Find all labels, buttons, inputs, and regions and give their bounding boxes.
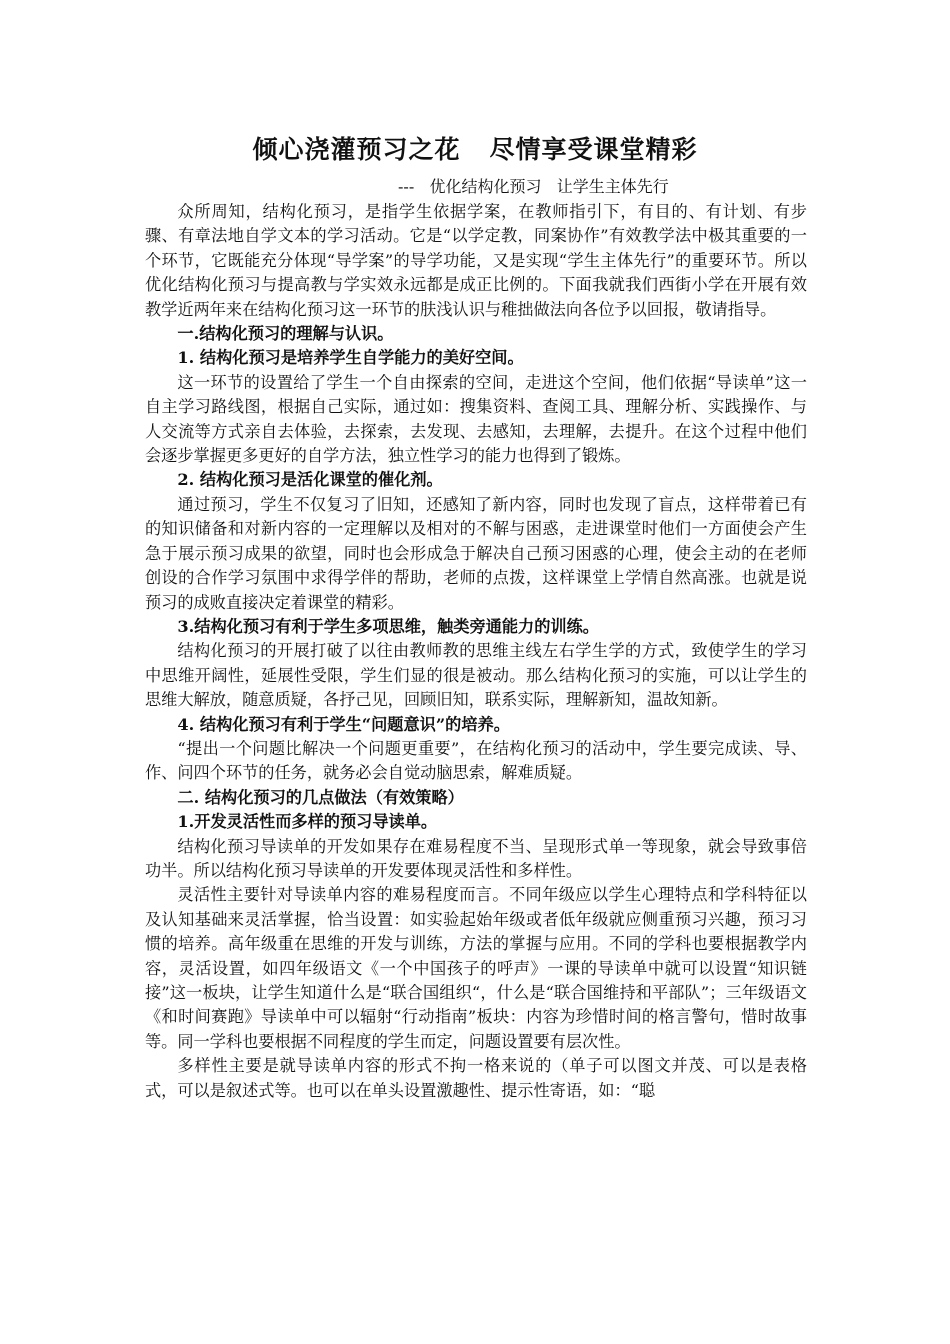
section-heading: 2. 结构化预习是活化课堂的催化剂。 [177, 470, 443, 490]
section-heading: 3.结构化预习有利于学生多项思维，触类旁通能力的训练。 [177, 616, 599, 636]
section-heading: 1. 结构化预习是培养学生自学能力的美好空间。 [177, 348, 524, 368]
section-heading: 1.开发灵活性而多样的预习导读单。 [177, 812, 438, 832]
body-paragraph: 众所周知，结构化预习，是指学生依据学案，在教师指引下，有目的、有计划、有步骤、有章法地自学文本的学习活动。它是“以学定教，同案协作”有效教学法中极其重要的一个环节，它既能充分体现“导学案”的导学功能，又是实现“学生主体先行”的重要环节。所以优化结构化预习与提高教与学实效永远都是成正比例的。下面我就我们西街小学在开展有效教学近两年来在结构化预习这一环节的肤浅认识与稚拙做法向各位予以回报，敬请指导。 [145, 202, 807, 319]
body-paragraph: “提出一个问题比解决一个问题更重要”，在结构化预习的活动中，学生要完成读、导、作、问四个环节的任务，就务必会自觉动脑思索，解难质疑。 [145, 738, 807, 783]
section-heading: 4. 结构化预习有利于学生“问题意识”的培养。 [177, 714, 510, 734]
section-heading: 二. 结构化预习的几点做法（有效策略） [177, 787, 464, 807]
body-paragraph: 这一环节的设置给了学生一个自由探索的空间，走进这个空间，他们依据“导读单”这一自主学习路线图，根据自己实际，通过如：搜集资料、查阅工具、理解分析、实践操作、与人交流等方式亲自去体验，去探索，去发现、去感知，去理解，去提升。在这个过程中他们会逐步掌握更多更好的自学方法，独立性学习的能力也得到了锻炼。 [145, 372, 807, 466]
section-heading: 一.结构化预习的理解与认识。 [177, 324, 394, 344]
document-title: 倾心浇灌预习之花 尽情享受课堂精彩 [252, 135, 698, 164]
body-paragraph: 多样性主要是就导读单内容的形式不拘一格来说的（单子可以图文并茂、可以是表格式，可以是叙述式等。也可以在单头设置激趣性、提示性寄语，如：“聪 [145, 1056, 807, 1100]
body-paragraph: 结构化预习导读单的开发如果存在难易程度不当、呈现形式单一等现象，就会导致事倍功半。所以结构化预习导读单的开发要体现灵活性和多样性。 [145, 836, 807, 880]
body-paragraph: 灵活性主要针对导读单内容的难易程度而言。不同年级应以学生心理特点和学科特征以及认知基础来灵活掌握，恰当设置：如实验起始年级或者低年级就应侧重预习兴趣，预习习惯的培养。高年级重在思维的开发与训练，方法的掌握与应用。不同的学科也要根据教学内容，灵活设置，如四年级语文《一个中国孩子的呼声》一课的导读单中就可以设置“知识链接”这一板块，让学生知道什么是“联合国组织“，什么是“联合国维持和平部队”；三年级语文《和时间赛跑》导读单中可以辐射“行动指南”板块：内容为珍惜时间的格言警句，惜时故事等。同一学科也要根据不同程度的学生而定，问题设置要有层次性。 [145, 885, 807, 1051]
document-subtitle: --- 优化结构化预习 让学生主体先行 [398, 177, 669, 196]
body-paragraph: 通过预习，学生不仅复习了旧知，还感知了新内容，同时也发现了盲点，这样带着已有的知识储备和对新内容的一定理解以及相对的不解与困惑，走进课堂时他们一方面使会产生急于展示预习成果的欲望，同时也会形成急于解决自己预习困惑的心理，使会主动的在老师创设的合作学习氛围中求得学伴的帮助，老师的点拨，这样课堂上学情自然高涨。也就是说预习的成败直接决定着课堂的精彩。 [145, 494, 807, 612]
body-paragraph: 结构化预习的开展打破了以往由教师教的思维主线左右学生学的方式，致使学生的学习中思维开阔性，延展性受限，学生们显的很是被动。那么结构化预习的实施，可以让学生的思维大解放，随意质疑，各抒己见，回顾旧知，联系实际，理解新知，温故知新。 [145, 641, 807, 710]
document-body [145, 200, 807, 1103]
